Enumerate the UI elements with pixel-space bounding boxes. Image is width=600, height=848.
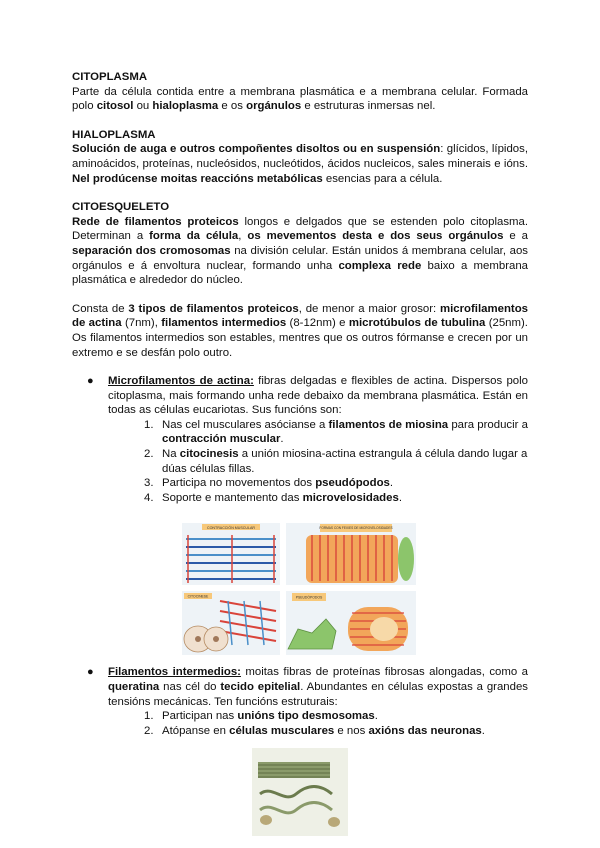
fig-label-c: CITOCINESE bbox=[187, 594, 209, 599]
list-item: 1. Nas cel musculares asócianse a filamentos de miosina para producir a contracción muscular. bbox=[144, 418, 528, 446]
paragraph-citoesqueleto: Rede de filamentos proteicos longos e delgados que se estenden polo citoplasma. Determinan a forma da célula, os mevementos desta e dos seus orgánulos e a separación dos cromosomas na división celular. Están unidos á membrana celular, aos orgánulos e á envoltura nuclear, formando unha complexa rede baixo a membrana plasmática e alrededor do núcleo. bbox=[72, 215, 528, 287]
section-citoplasma bbox=[72, 70, 528, 114]
section-consta bbox=[72, 302, 528, 360]
bullet-marker: ● bbox=[87, 666, 94, 679]
paragraph-citoplasma: Parte da célula contida entre a membrana plasmática e a membrana celular. Formada polo citosol ou hialoplasma e os orgánulos e estruturas inmersas nel. bbox=[72, 85, 528, 113]
fig-label-a: CONTRACCIÓN MUSCULAR bbox=[207, 525, 255, 530]
heading-hialoplasma: HIALOPLASMA bbox=[72, 128, 156, 141]
bullet-marker: ● bbox=[87, 375, 94, 388]
fig-label-d: PSEUDÓPODOS bbox=[295, 595, 323, 600]
paragraph-consta: Consta de 3 tipos de filamentos proteicos, de menor a maior grosor: microfilamentos de actina (7nm), filamentos intermedios (8-12nm) e microtúbulos de tubulina (25nm). Os filamentos intermedios son estables, mentres que os outros fórmanse e crecen por un extremo e se desfán polo outro. bbox=[72, 302, 528, 359]
intermedios-functions bbox=[108, 709, 528, 738]
list-item: 2. Na citocinesis a unión miosina-actina estrangula á célula dando lugar a dúas células fillas. bbox=[144, 448, 528, 475]
section-citoesqueleto bbox=[72, 200, 528, 288]
heading-citoplasma: CITOPLASMA bbox=[72, 71, 148, 83]
list-item: 3. Participa no movementos dos pseudópodos. bbox=[144, 477, 394, 490]
section-hialoplasma bbox=[72, 128, 528, 186]
intermedios-text: Filamentos intermedios: moitas fibras de proteínas fibrosas alongadas, como a queratina nas cél do tecido epitelial. Abundantes en células expostas a grandes tensións mecánicas. Ten funcións estruturais: bbox=[108, 666, 529, 708]
list-item-microfilamentos bbox=[72, 374, 528, 505]
paragraph-hialoplasma: Solución de auga e outros compoñentes disoltos ou en suspensión: glícidos, lípidos, aminoácidos, proteínas, nucleósidos, nucleótidos, ácidos nucleicos, sales minerais e ións. Nel prodúcense moitas reaccións metabólicas esencias para a célula. bbox=[72, 143, 528, 185]
intermediate-filament-figure bbox=[252, 748, 348, 836]
filament-bundle bbox=[258, 762, 330, 778]
list-item: 1. Participan nas unións tipo desmosomas. bbox=[144, 710, 378, 723]
list-item-filamentos-intermedios bbox=[72, 665, 528, 738]
heading-citoesqueleto: CITOESQUELETO bbox=[72, 201, 170, 214]
fig-label-b: FORMAS CON FEIXES DE MICROVELOSIDADES bbox=[319, 526, 393, 530]
microfilamentos-text: Microfilamentos de actina: fibras delgadas e flexibles de actina. Dispersos polo citoplasma, mais formando unha rede debaixo da membrana plasmática. Están en todas as células eucariotas. Sus funcións son: bbox=[108, 375, 528, 417]
microfilamentos-functions bbox=[108, 418, 528, 506]
list-item: 4. Soporte e mantemento das microvelosidades. bbox=[144, 491, 402, 504]
actin-functions-figure bbox=[180, 521, 418, 657]
list-item: 2. Atópanse en células musculares e nos axións das neuronas. bbox=[144, 724, 485, 737]
